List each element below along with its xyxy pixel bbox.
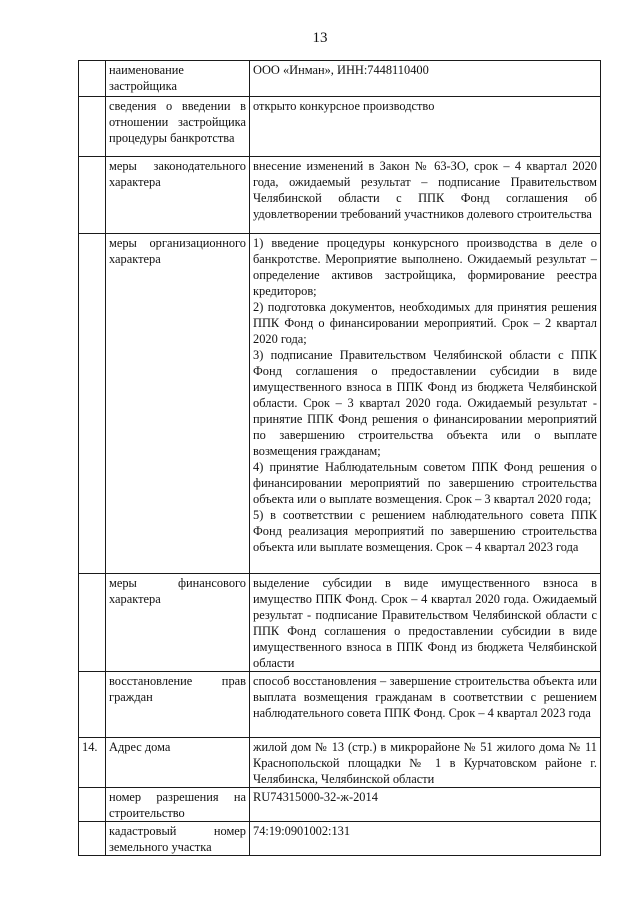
row-value-rights-restoration	[250, 672, 601, 738]
row-number	[79, 157, 106, 234]
row-number	[79, 822, 106, 856]
row-label-organizational-measures: меры организационного характера	[106, 234, 250, 574]
row-value-house-address	[250, 738, 601, 788]
table-row	[79, 574, 601, 672]
row-number	[79, 234, 106, 574]
row-value-bankruptcy	[250, 97, 601, 157]
value-paragraph: 3) подписание Правительством Челябинской области с ППК Фонд соглашения о предоставлении субсидии в виде имущественного взноса в ППК Фонд из бюджета Челябинской области. Срок – 3 квартал 2020 года. Ожидаемый результат - принятие ППК Фонд решения о финансировании мероприятий по завершению строительства объекта или о выплате возмещения гражданам;	[253, 348, 597, 458]
row-number	[79, 672, 106, 738]
value-paragraph: 4) принятие Наблюдательным советом ППК Фонд решения о финансировании мероприятий по завершению строительства объекта или о выплате возмещения. Срок – 3 квартал 2020 года;	[253, 460, 597, 506]
row-number	[79, 788, 106, 822]
row-value-legislative-measures	[250, 157, 601, 234]
value-paragraph: открыто конкурсное производство	[253, 99, 435, 113]
table-row	[79, 738, 601, 788]
row-label-financial-measures: меры финансового характера	[106, 574, 250, 672]
table-row	[79, 157, 601, 234]
table-row	[79, 788, 601, 822]
row-label-developer-name: наименование застройщика	[106, 61, 250, 97]
value-paragraph: 5) в соответствии с решением наблюдательного совета ППК Фонд реализация мероприятий по завершению строительства объекта или выплате возмещения. Срок – 4 квартал 2023 года	[253, 508, 597, 554]
value-paragraph: ООО «Инман», ИНН:7448110400	[253, 63, 429, 77]
row-label-rights-restoration: восстановление прав граждан	[106, 672, 250, 738]
row-value-developer-name	[250, 61, 601, 97]
row-number: 14.	[79, 738, 106, 788]
value-paragraph: внесение изменений в Закон № 63-ЗО, срок – 4 квартал 2020 года, ожидаемый результат – подписание Правительством Челябинской области с ППК Фонд соглашения об удовлетворении требований участников долевого строительства	[253, 159, 597, 221]
row-number	[79, 61, 106, 97]
row-label-legislative-measures: меры законодательного характера	[106, 157, 250, 234]
row-value-building-permit	[250, 788, 601, 822]
row-label-bankruptcy: сведения о введении в отношении застройщика процедуры банкротства	[106, 97, 250, 157]
table-row	[79, 822, 601, 856]
row-number	[79, 574, 106, 672]
table-row	[79, 234, 601, 574]
row-value-cadastral-number	[250, 822, 601, 856]
page-number: 13	[312, 30, 328, 46]
table-row	[79, 97, 601, 157]
row-value-financial-measures	[250, 574, 601, 672]
value-paragraph: 74:19:0901002:131	[253, 824, 351, 838]
value-paragraph: 1) введение процедуры конкурсного производства в деле о банкротстве. Мероприятие выполнено. Ожидаемый результат – определение активов застройщика, формирование реестра кредиторов;	[253, 236, 597, 298]
value-paragraph: RU74315000-32-ж-2014	[253, 790, 378, 804]
row-value-organizational-measures	[250, 234, 601, 574]
row-label-building-permit: номер разрешения на строительство	[106, 788, 250, 822]
row-number	[79, 97, 106, 157]
value-paragraph: жилой дом № 13 (стр.) в микрорайоне № 51 жилого дома № 11 Краснопольской площадки № 1 в Курчатовском районе г. Челябинска, Челябинской области	[253, 740, 597, 786]
value-paragraph: 2) подготовка документов, необходимых для принятия решения ППК Фонд о финансировании мероприятий. Срок – 2 квартал 2020 года;	[253, 300, 597, 346]
project-info-table	[78, 60, 601, 856]
row-label-house-address: Адрес дома	[106, 738, 250, 788]
table-row	[79, 61, 601, 97]
row-label-cadastral-number: кадастровый номер земельного участка	[106, 822, 250, 856]
table-row	[79, 672, 601, 738]
value-paragraph: способ восстановления – завершение строительства объекта или выплата возмещения гражданам в соответствии с решением наблюдательного совета ППК Фонд. Срок – 4 квартал 2023 года	[253, 674, 597, 720]
value-paragraph: выделение субсидии в виде имущественного взноса в имущество ППК Фонд. Срок – 4 квартал 2020 года. Ожидаемый результат - подписание Правительством Челябинской области с ППК Фонд соглашения о предоставлении субсидии в виде имущественного взноса в ППК Фонд из бюджета Челябинской области	[253, 576, 597, 670]
